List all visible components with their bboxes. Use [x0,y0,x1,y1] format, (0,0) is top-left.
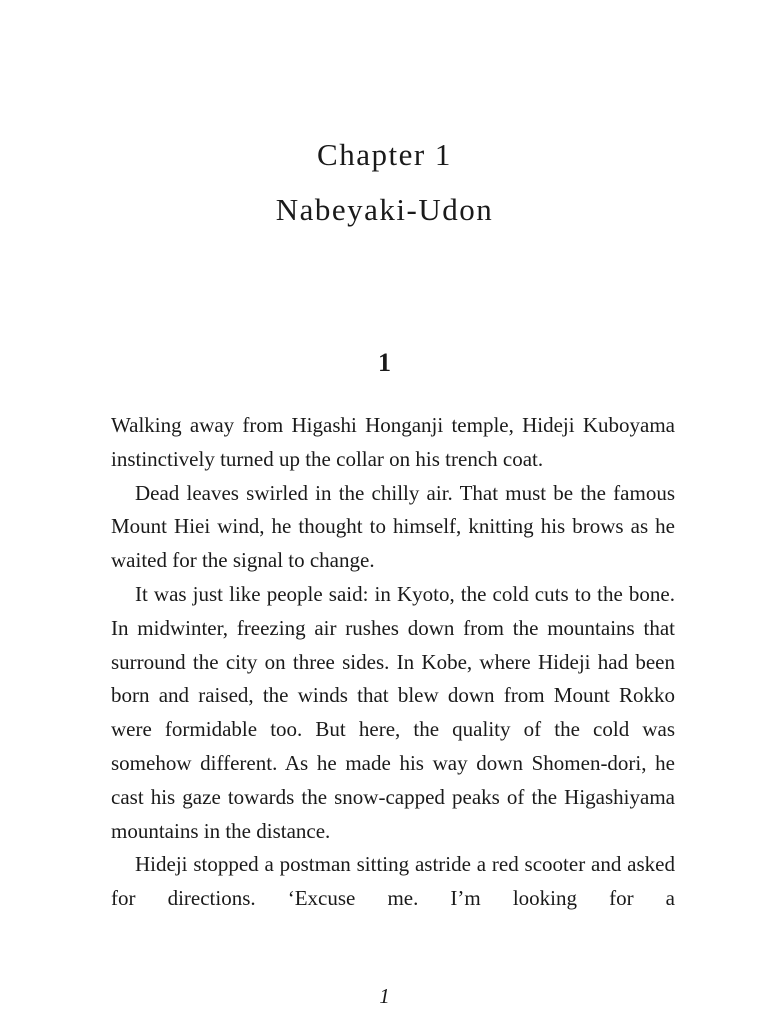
paragraph: Hideji stopped a postman sitting astride a red scooter and asked for directions. ‘Excuse me. I’m looking for a [111,852,675,911]
section-number: 1 [378,348,391,377]
chapter-title: Chapter 1 [317,137,452,172]
paragraph: Walking away from Higashi Honganji temple, Hideji Kuboyama instinctively turned up the collar on his trench coat. [111,413,675,471]
paragraph: Dead leaves swirled in the chilly air. That must be the famous Mount Hiei wind, he thought to himself, knitting his brows as he waited for the signal to change. [111,480,675,573]
body-text [111,409,675,916]
page-number: 1 [379,984,390,1008]
paragraph: It was just like people said: in Kyoto, the cold cuts to the bone. In midwinter, freezing air rushes down from the mountains that surround the city on three sides. In Kobe, where Hideji had been born and raised, the winds that blew down from Mount Rokko were formidable too. But here, the quality of the cold was somehow different. As he made his way down Shomen-dori, he cast his gaze towards the snow-capped peaks of the Higashiyama mountains in the distance. [111,581,675,843]
chapter-subtitle: Nabeyaki-Udon [275,192,494,227]
